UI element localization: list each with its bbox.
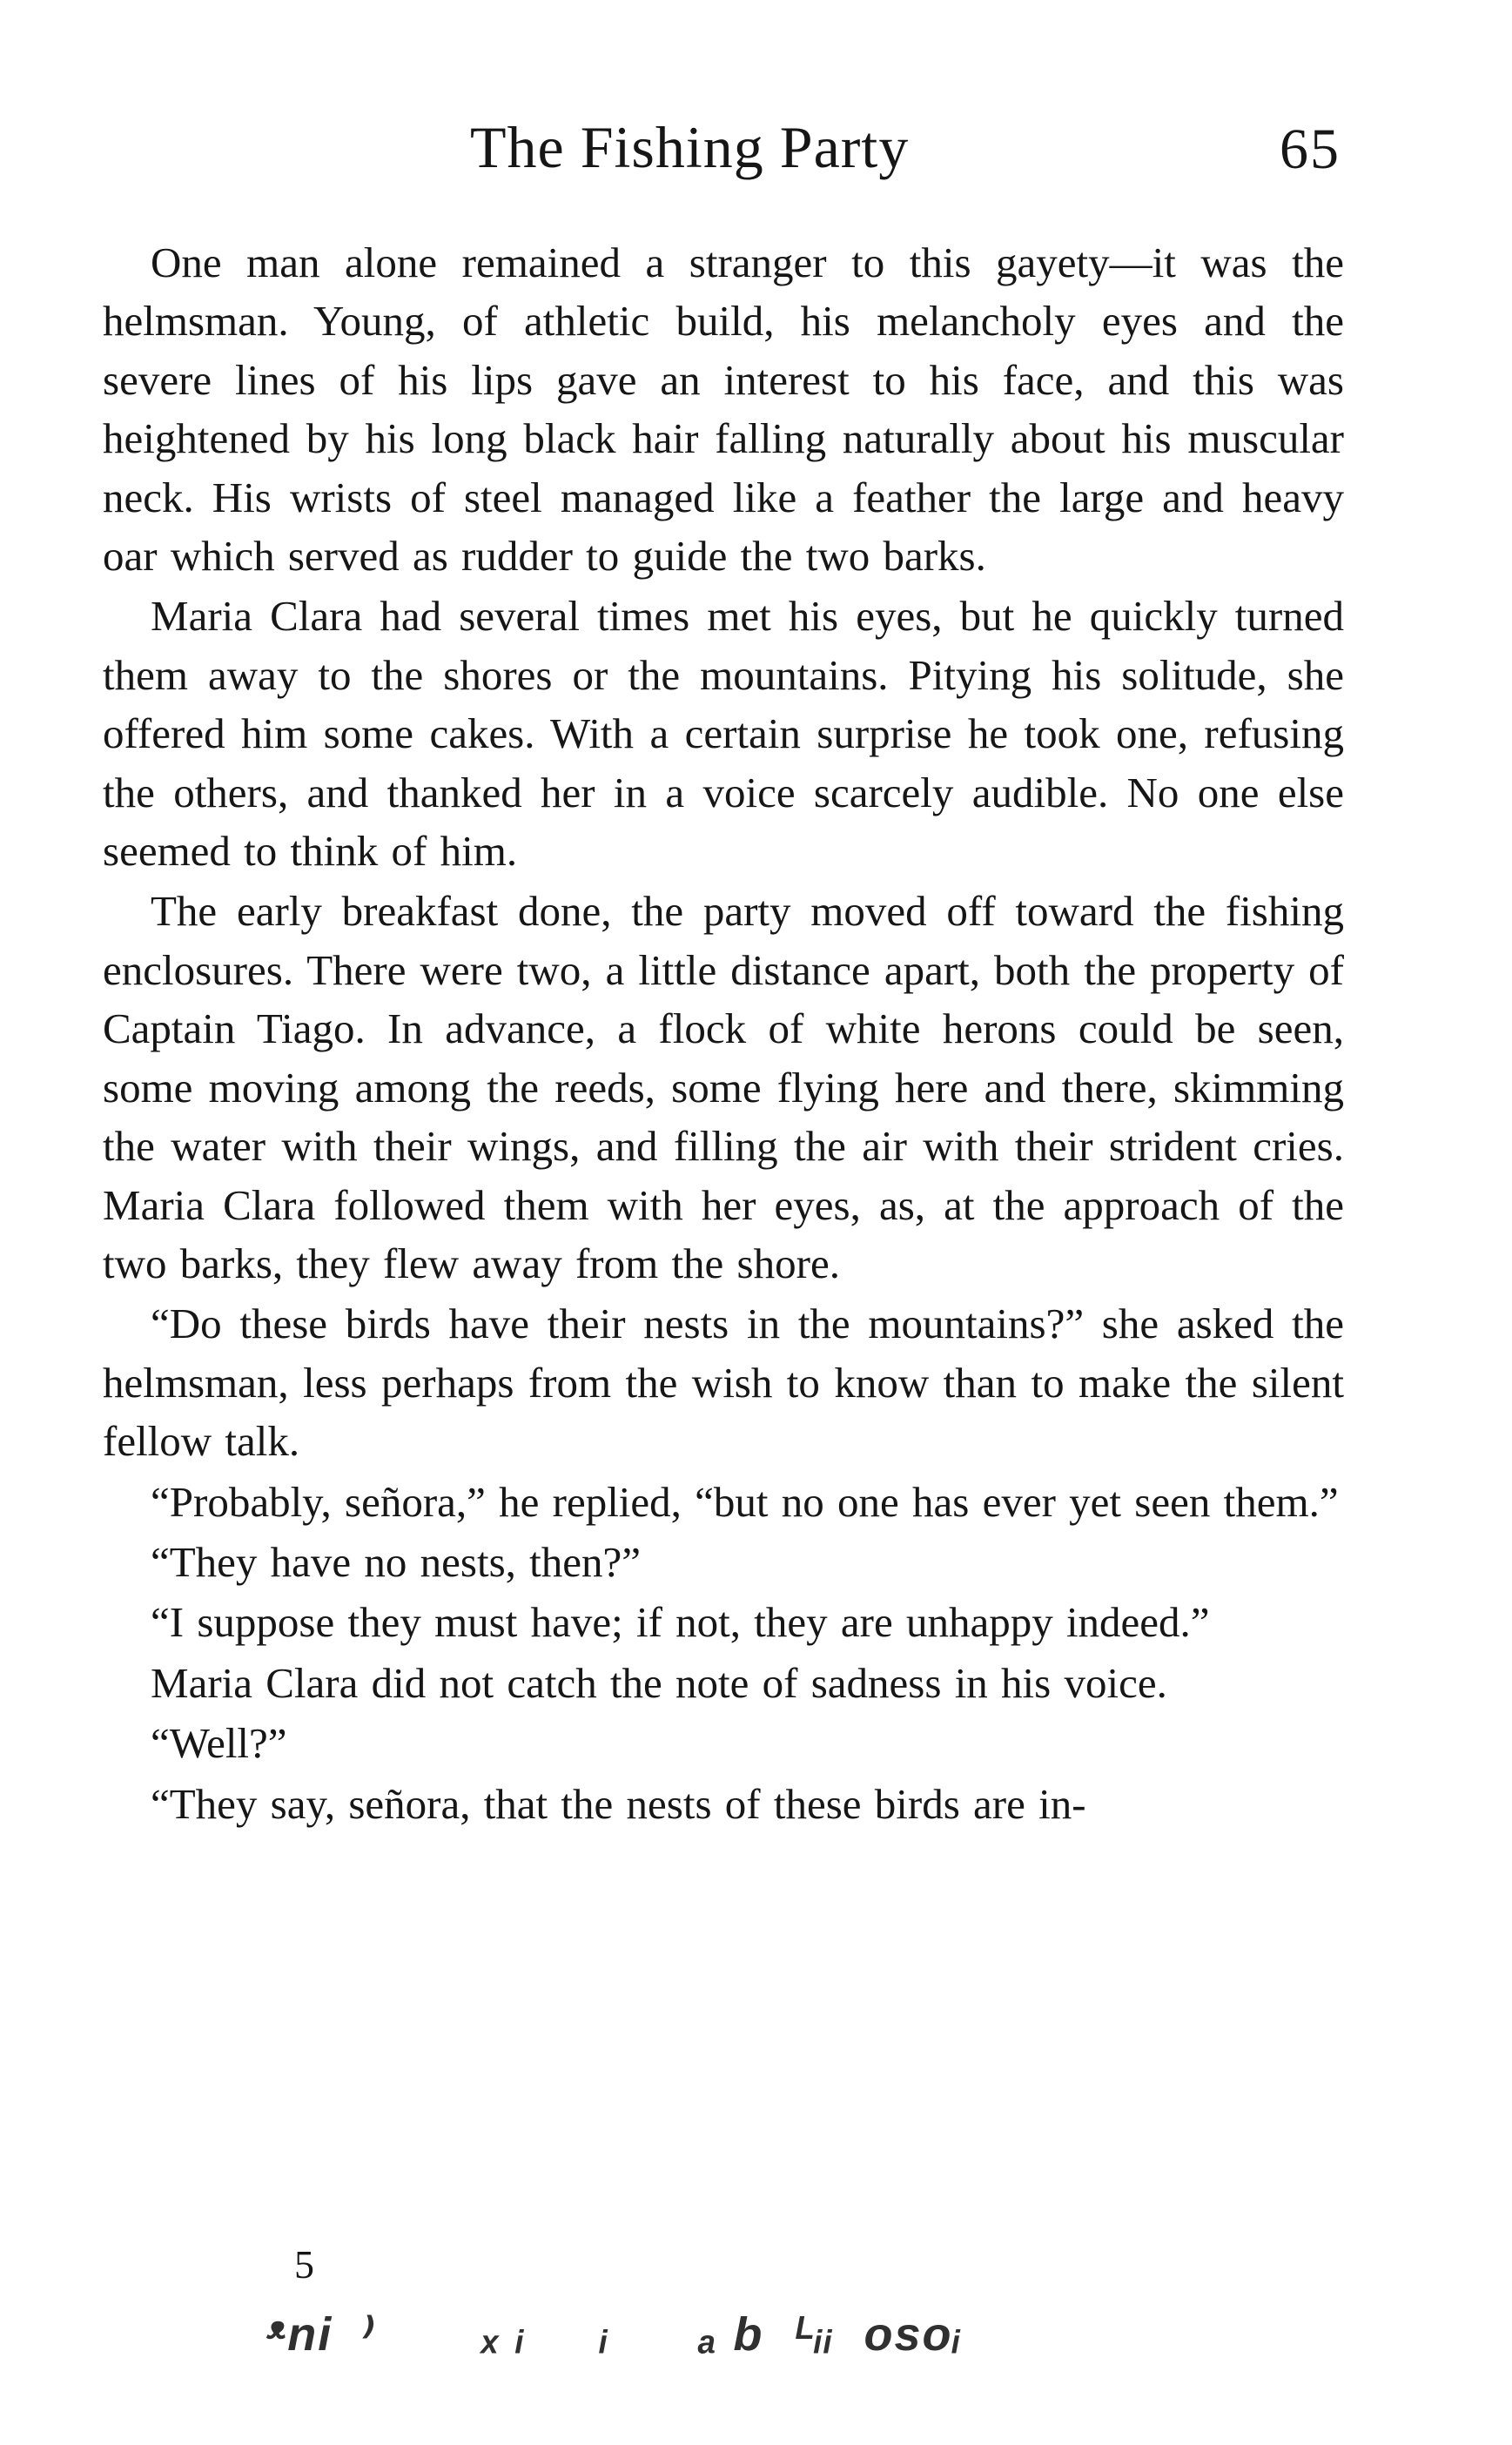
paragraph-dialogue-no-nests: “They have no nests, then?” bbox=[151, 1537, 642, 1586]
page-header bbox=[0, 113, 1512, 200]
paragraph-dialogue-they-say: “They say, señora, that the nests of these birds are in- bbox=[151, 1779, 1086, 1828]
paragraph-dialogue-probably: “Probably, señora,” he replied, “but no one has ever yet seen them.” bbox=[151, 1477, 1339, 1526]
page-number: 65 bbox=[1280, 118, 1341, 181]
paragraph-dialogue-nests-question: “Do these birds have their nests in the mountains?” she asked the helmsman, less perhaps from the wish to know than to make the silent fellow talk. bbox=[103, 1300, 1344, 1466]
paragraph-dialogue-suppose: “I suppose they must have; if not, they are unhappy indeed.” bbox=[151, 1598, 1210, 1647]
paragraph-dialogue-well: “Well?” bbox=[151, 1719, 287, 1768]
library-stamp: ᵜni ⁾ ₓ ᵢ ᵢ ₐ b ᴸᵢᵢ osoᵢ bbox=[265, 2308, 963, 2361]
paragraph-helmsman: One man alone remained a stranger to this gayety—it was the helmsman. Young, of athletic build, his melancholy eyes and the severe lines of his lips gave an interest to his face, and this was heightened by his long black hair falling naturally about his muscular neck. His wrists of steel managed like a feather the large and heavy oar which served as rudder to guide the two barks. bbox=[103, 238, 1344, 581]
signature-mark: 5 bbox=[294, 2242, 314, 2287]
body-text bbox=[103, 233, 1344, 1835]
running-title: The Fishing Party bbox=[470, 114, 910, 180]
paragraph-maria-clara-cakes: Maria Clara had several times met his eyes, but he quickly turned them away to the shores or the mountains. Pitying his solitude, she offered him some cakes. With a certain surprise he took one, refusing the others, and thanked her in a voice scarcely audible. No one else seemed to think of him. bbox=[103, 592, 1344, 876]
paragraph-fishing-enclosures: The early breakfast done, the party moved off toward the fishing enclosures. There were two, a little distance apart, both the property of Captain Tiago. In advance, a flock of white herons could be seen, some moving among the reeds, some flying here and there, skimming the water with their wings, and filling the air with their strident cries. Maria Clara followed them with her eyes, as, at the approach of the two barks, they flew away from the shore. bbox=[103, 887, 1344, 1287]
paragraph-note-of-sadness: Maria Clara did not catch the note of sadness in his voice. bbox=[151, 1658, 1167, 1707]
